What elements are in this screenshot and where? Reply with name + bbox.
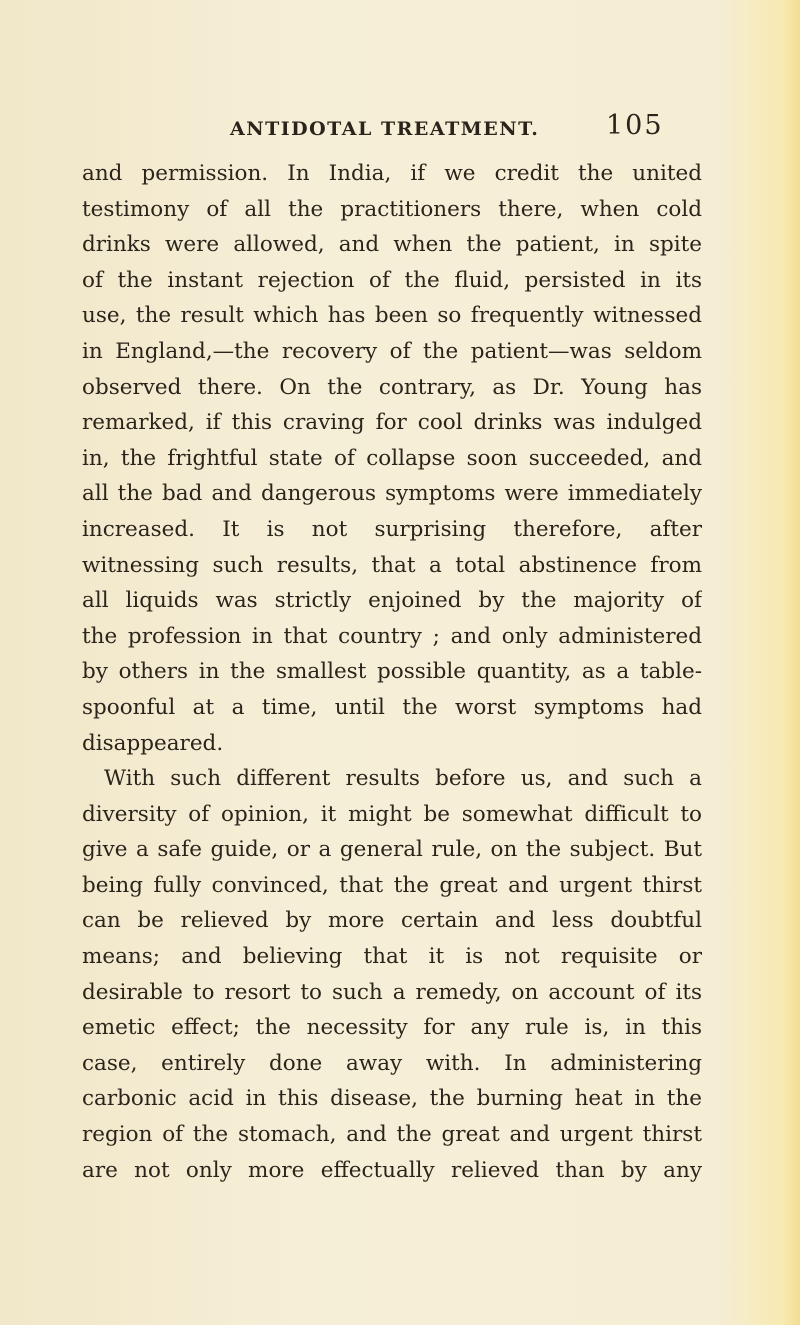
text-line: spoonful at a time, until the worst symptoms had [82, 694, 702, 720]
text-line: by others in the smallest possible quantity, as a table- [82, 659, 702, 685]
text-line: desirable to resort to such a remedy, on account of its [82, 979, 702, 1005]
body-text [82, 156, 702, 1188]
text-line: use, the result which has been so frequently witnessed [82, 303, 702, 329]
text-line: in, the frightful state of collapse soon succeeded, and [82, 445, 702, 471]
text-line: of the instant rejection of the fluid, persisted in its [82, 267, 702, 293]
text-line: and permission. In India, if we credit the united [82, 161, 702, 186]
text-line: observed there. On the contrary, as Dr. Young has [82, 374, 702, 400]
text-line: With such different results before us, and such a [104, 766, 702, 792]
text-line: are not only more effectually relieved than by any [82, 1157, 702, 1183]
text-line: case, entirely done away with. In administering [82, 1050, 702, 1076]
text-line: means; and believing that it is not requisite or [82, 944, 702, 970]
text-line: carbonic acid in this disease, the burning heat in the [82, 1086, 702, 1112]
text-line: testimony of all the practitioners there, when cold [82, 196, 702, 222]
text-line: can be relieved by more certain and less doubtful [82, 908, 702, 934]
text-line: in England,—the recovery of the patient—was seldom [82, 338, 702, 364]
text-line: diversity of opinion, it might be somewhat difficult to [82, 801, 702, 827]
paragraph-1 [82, 156, 702, 761]
text-line: region of the stomach, and the great and urgent thirst [82, 1122, 702, 1148]
text-line: all the bad and dangerous symptoms were immediately [82, 481, 702, 507]
page-header [0, 110, 800, 146]
text-line: give a safe guide, or a general rule, on the subject. But [82, 837, 702, 863]
paragraph-2 [82, 761, 702, 1188]
text-line: witnessing such results, that a total abstinence from [82, 552, 702, 578]
text-line: drinks were allowed, and when the patient, in spite [82, 232, 702, 258]
text-line: emetic effect; the necessity for any rule is, in this [82, 1015, 702, 1041]
text-line: remarked, if this craving for cool drinks was indulged [82, 410, 702, 436]
page-number: 105 [606, 110, 664, 141]
running-title: ANTIDOTAL TREATMENT. [230, 118, 540, 140]
text-line: all liquids was strictly enjoined by the majority of [82, 588, 702, 614]
page-edge-shadow [782, 0, 800, 1325]
text-line: the profession in that country ; and only administered [82, 623, 702, 649]
text-line: disappeared. [82, 730, 224, 756]
text-line: being fully convinced, that the great and urgent thirst [82, 872, 702, 898]
text-line: increased. It is not surprising therefore, after [82, 516, 702, 542]
